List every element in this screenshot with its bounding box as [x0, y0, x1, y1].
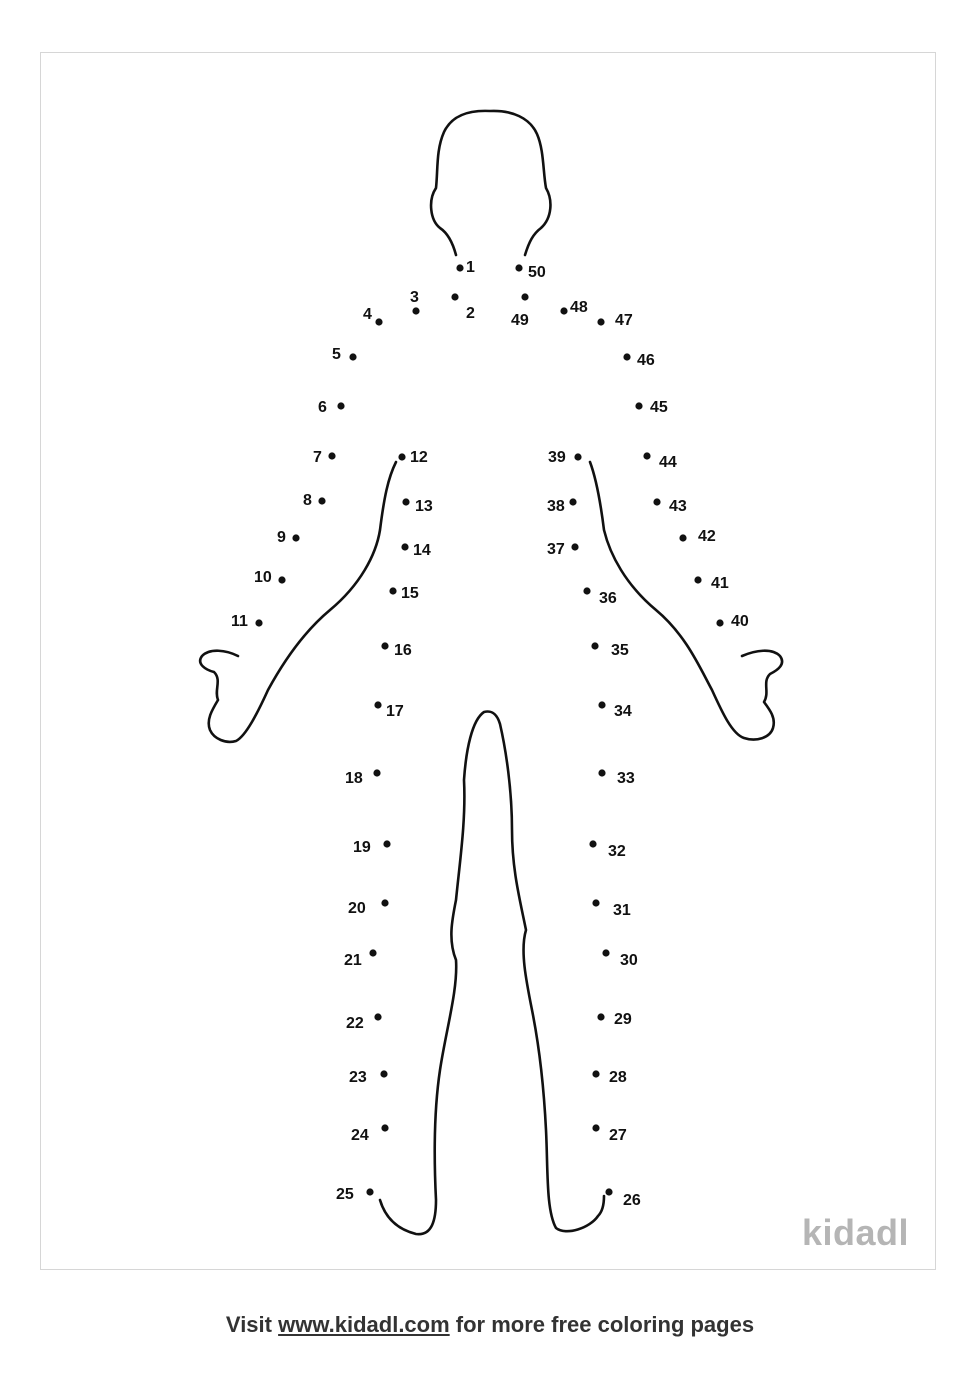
- dot-label-22: 22: [346, 1015, 364, 1033]
- dot-label-23: 23: [349, 1069, 367, 1087]
- dot-label-18: 18: [345, 770, 363, 788]
- footer-text: [0, 1312, 980, 1338]
- dot-label-21: 21: [344, 952, 362, 970]
- dot-label-24: 24: [351, 1127, 369, 1145]
- dot-15: [389, 587, 396, 594]
- dot-3: [412, 307, 419, 314]
- dot-label-32: 32: [608, 843, 626, 861]
- dot-23: [380, 1070, 387, 1077]
- dot-label-43: 43: [669, 498, 687, 516]
- dot-47: [597, 318, 604, 325]
- dot-50: [515, 264, 522, 271]
- footer-suffix: for more free coloring pages: [449, 1312, 755, 1337]
- dot-41: [694, 576, 701, 583]
- dot-label-42: 42: [698, 528, 716, 546]
- dot-44: [643, 452, 650, 459]
- dot-label-27: 27: [609, 1127, 627, 1145]
- dot-label-44: 44: [659, 454, 677, 472]
- dot-label-34: 34: [614, 703, 632, 721]
- dot-32: [589, 840, 596, 847]
- dot-label-40: 40: [731, 613, 749, 631]
- dot-label-13: 13: [415, 498, 433, 516]
- dot-24: [381, 1124, 388, 1131]
- dot-9: [292, 534, 299, 541]
- footer-prefix: Visit: [225, 1312, 279, 1337]
- dot-22: [374, 1013, 381, 1020]
- dot-1: [456, 264, 463, 271]
- dot-label-8: 8: [303, 492, 312, 510]
- dot-36: [583, 587, 590, 594]
- dot-11: [255, 619, 262, 626]
- dot-label-49: 49: [511, 312, 529, 330]
- dot-17: [374, 701, 381, 708]
- dot-label-50: 50: [528, 264, 546, 282]
- dot-label-37: 37: [547, 541, 565, 559]
- head-outline: [431, 111, 550, 255]
- dot-16: [381, 642, 388, 649]
- dot-10: [278, 576, 285, 583]
- dot-label-20: 20: [348, 900, 366, 918]
- dot-label-16: 16: [394, 642, 412, 660]
- dot-label-10: 10: [254, 569, 272, 587]
- left-arm-outline: [200, 462, 396, 742]
- dot-label-36: 36: [599, 590, 617, 608]
- dot-label-26: 26: [623, 1192, 641, 1210]
- dot-label-4: 4: [363, 306, 372, 324]
- dot-2: [451, 293, 458, 300]
- dot-26: [605, 1188, 612, 1195]
- dot-label-46: 46: [637, 352, 655, 370]
- dot-38: [569, 498, 576, 505]
- kidadl-link[interactable]: www.kidadl.com: [278, 1312, 450, 1337]
- dot-46: [623, 353, 630, 360]
- kidadl-logo: kidadl: [802, 1212, 910, 1253]
- dot-label-12: 12: [410, 449, 428, 467]
- dot-28: [592, 1070, 599, 1077]
- dot-13: [402, 498, 409, 505]
- dot-label-38: 38: [547, 498, 565, 516]
- dot-42: [679, 534, 686, 541]
- dot-31: [592, 899, 599, 906]
- dot-label-47: 47: [615, 312, 633, 330]
- dot-label-11: 11: [231, 613, 248, 631]
- dot-39: [574, 453, 581, 460]
- dot-14: [401, 543, 408, 550]
- dot-37: [571, 543, 578, 550]
- dot-label-39: 39: [548, 449, 566, 467]
- dot-29: [597, 1013, 604, 1020]
- dot-label-5: 5: [332, 346, 341, 364]
- dot-27: [592, 1124, 599, 1131]
- dot-48: [560, 307, 567, 314]
- dot-8: [318, 497, 325, 504]
- dot-label-17: 17: [386, 703, 404, 721]
- dot-20: [381, 899, 388, 906]
- dot-label-7: 7: [313, 449, 322, 467]
- dot-label-6: 6: [318, 399, 327, 417]
- dot-label-33: 33: [617, 770, 635, 788]
- dot-label-1: 1: [466, 259, 475, 277]
- dot-45: [635, 402, 642, 409]
- dot-30: [602, 949, 609, 956]
- dot-label-19: 19: [353, 839, 371, 857]
- inner-leg-outline: [380, 712, 604, 1235]
- dot-25: [366, 1188, 373, 1195]
- dot-label-48: 48: [570, 299, 588, 317]
- dot-12: [398, 453, 405, 460]
- dot-43: [653, 498, 660, 505]
- dot-label-28: 28: [609, 1069, 627, 1087]
- dot-label-30: 30: [620, 952, 638, 970]
- numbered-dots: [231, 259, 749, 1209]
- dot-40: [716, 619, 723, 626]
- dot-19: [383, 840, 390, 847]
- dot-49: [521, 293, 528, 300]
- dot-label-29: 29: [614, 1011, 632, 1029]
- dot-label-15: 15: [401, 585, 419, 603]
- dot-21: [369, 949, 376, 956]
- dot-7: [328, 452, 335, 459]
- dot-label-9: 9: [277, 529, 286, 547]
- dot-label-14: 14: [413, 542, 431, 560]
- dot-label-41: 41: [711, 575, 729, 593]
- dot-label-31: 31: [613, 902, 631, 920]
- dot-label-2: 2: [466, 305, 475, 323]
- dot-6: [337, 402, 344, 409]
- dot-4: [375, 318, 382, 325]
- dot-35: [591, 642, 598, 649]
- dot-5: [349, 353, 356, 360]
- dot-label-25: 25: [336, 1186, 354, 1204]
- dot-18: [373, 769, 380, 776]
- dot-label-35: 35: [611, 642, 629, 660]
- dot-label-45: 45: [650, 399, 668, 417]
- dot-33: [598, 769, 605, 776]
- dot-34: [598, 701, 605, 708]
- dot-label-3: 3: [410, 289, 419, 307]
